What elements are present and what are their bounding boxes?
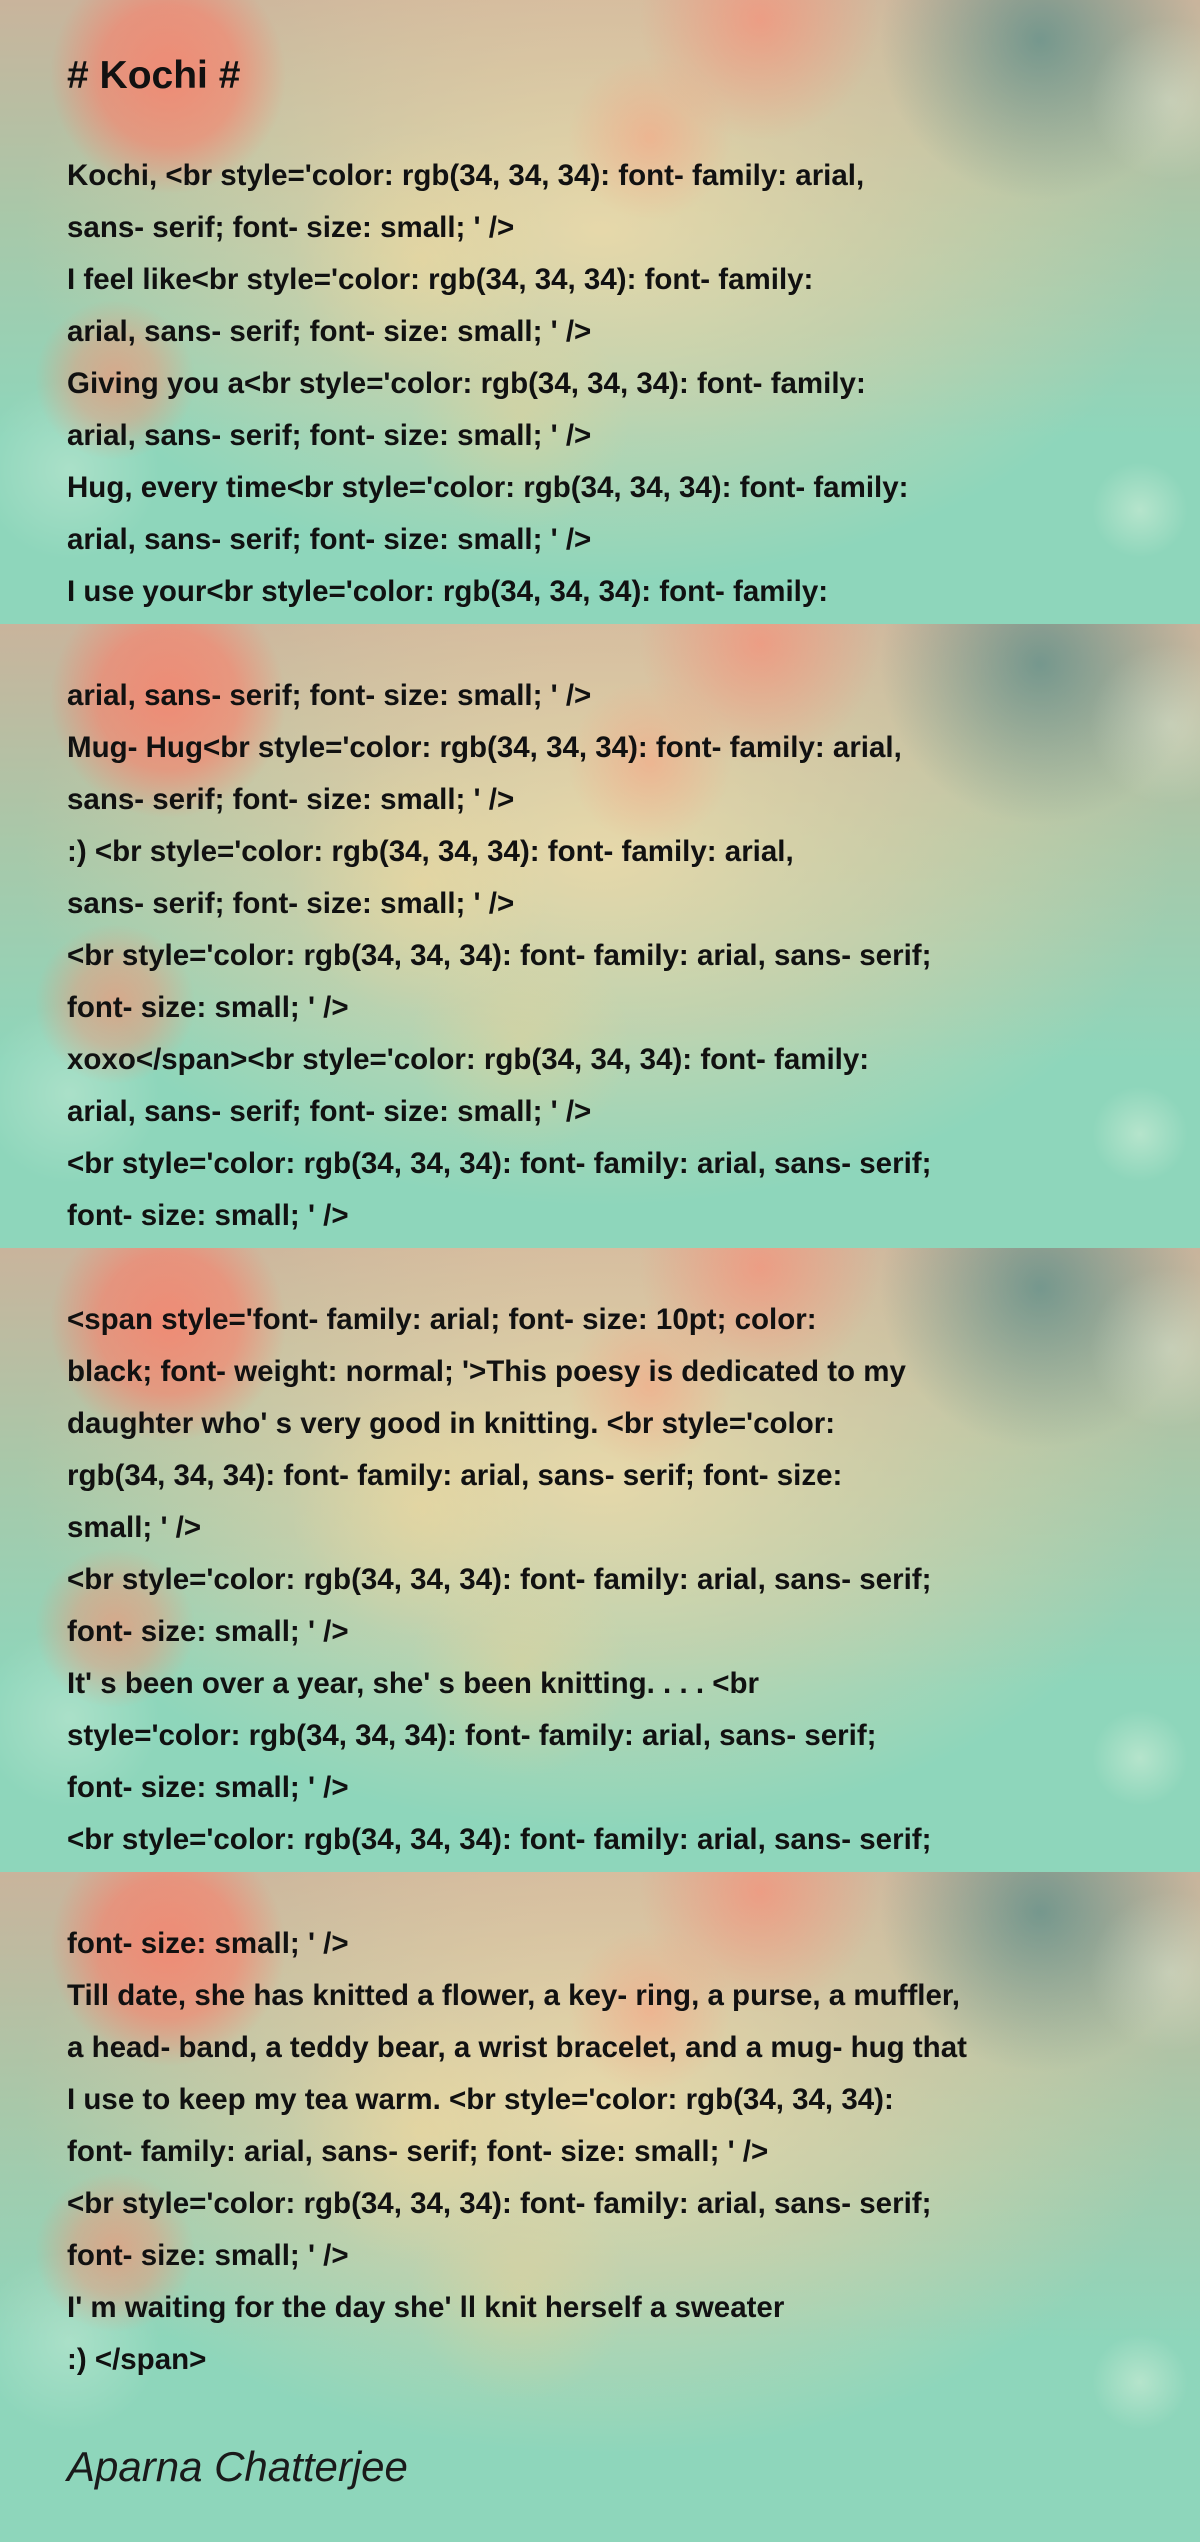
poem-line: <br style='color: rgb(34, 34, 34): font- family: arial, sans- serif;: [67, 1147, 932, 1180]
poem-author: Aparna Chatterjee: [67, 2443, 408, 2490]
poem-line: <span style='font- family: arial; font- size: 10pt; color:: [67, 1303, 817, 1336]
poem-line: Till date, she has knitted a flower, a key- ring, a purse, a muffler,: [67, 1979, 960, 2012]
poem-line: sans- serif; font- size: small; ' />: [67, 783, 515, 816]
poem-line: font- size: small; ' />: [67, 1927, 349, 1960]
poem-line: I' m waiting for the day she' ll knit herself a sweater: [67, 2291, 785, 2324]
poem-line: font- size: small; ' />: [67, 1615, 349, 1648]
poem-line: It' s been over a year, she' s been knitting. . . . <br: [67, 1667, 759, 1700]
poem-line: font- size: small; ' />: [67, 1199, 349, 1232]
poem-line: font- size: small; ' />: [67, 991, 349, 1024]
poem-line: :) </span>: [67, 2343, 207, 2376]
poem-line: rgb(34, 34, 34): font- family: arial, sans- serif; font- size:: [67, 1459, 843, 1492]
poem-line: sans- serif; font- size: small; ' />: [67, 887, 515, 920]
poem-line: Hug, every time<br style='color: rgb(34, 34, 34): font- family:: [67, 471, 909, 504]
poem-line: <br style='color: rgb(34, 34, 34): font- family: arial, sans- serif;: [67, 939, 932, 972]
poem-line: style='color: rgb(34, 34, 34): font- family: arial, sans- serif;: [67, 1719, 877, 1752]
poem-line: a head- band, a teddy bear, a wrist bracelet, and a mug- hug that: [67, 2031, 967, 2064]
poem-line: black; font- weight: normal; '>This poesy is dedicated to my: [67, 1355, 906, 1388]
poem-line: daughter who' s very good in knitting. <br style='color:: [67, 1407, 836, 1440]
poem-line: sans- serif; font- size: small; ' />: [67, 211, 515, 244]
poem-line: :) <br style='color: rgb(34, 34, 34): font- family: arial,: [67, 835, 794, 868]
poem-line: arial, sans- serif; font- size: small; ' />: [67, 1095, 592, 1128]
poem-line: font- family: arial, sans- serif; font- size: small; ' />: [67, 2135, 769, 2168]
poem-line: font- size: small; ' />: [67, 1771, 349, 1804]
poem-line: Giving you a<br style='color: rgb(34, 34, 34): font- family:: [67, 367, 866, 400]
poem-line: arial, sans- serif; font- size: small; ' />: [67, 315, 592, 348]
poem-line: I use your<br style='color: rgb(34, 34, 34): font- family:: [67, 575, 829, 608]
poem-line: font- size: small; ' />: [67, 2239, 349, 2272]
poem-line: arial, sans- serif; font- size: small; ' />: [67, 419, 592, 452]
poem-title: # Kochi #: [67, 54, 241, 97]
poem-line: Mug- Hug<br style='color: rgb(34, 34, 34): font- family: arial,: [67, 731, 902, 764]
poem-line: I feel like<br style='color: rgb(34, 34, 34): font- family:: [67, 263, 814, 296]
poem-line: Kochi, <br style='color: rgb(34, 34, 34): font- family: arial,: [67, 159, 865, 192]
poem-line: small; ' />: [67, 1511, 202, 1544]
poem-line: <br style='color: rgb(34, 34, 34): font- family: arial, sans- serif;: [67, 2187, 932, 2220]
poem-line: arial, sans- serif; font- size: small; ' />: [67, 679, 592, 712]
poem-line: <br style='color: rgb(34, 34, 34): font- family: arial, sans- serif;: [67, 1823, 932, 1856]
poem-line: <br style='color: rgb(34, 34, 34): font- family: arial, sans- serif;: [67, 1563, 932, 1596]
poem-line: I use to keep my tea warm. <br style='color: rgb(34, 34, 34):: [67, 2083, 894, 2116]
poem-line: xoxo</span><br style='color: rgb(34, 34, 34): font- family:: [67, 1043, 870, 1076]
poem-line: arial, sans- serif; font- size: small; ' />: [67, 523, 592, 556]
